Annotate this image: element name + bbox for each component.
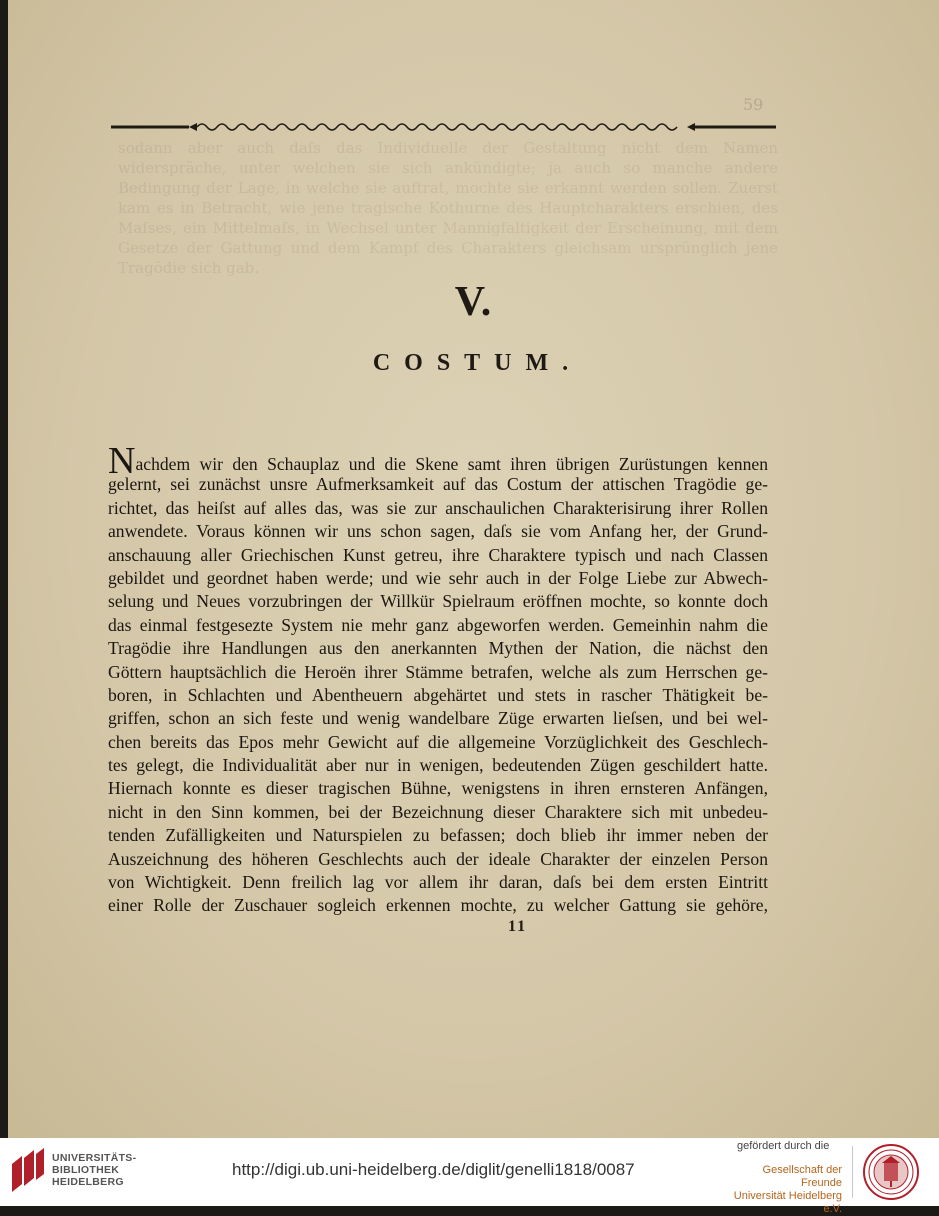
text-line: Göttern hauptsächlich die Heroën ihrer Stämme betrafen, welche als zum Herrschen ge- bbox=[108, 661, 768, 682]
text-line: chen bereits das Epos mehr Gewicht auf die allgemeine Vorzüglichkeit des Geschlech- bbox=[108, 731, 768, 752]
text-line: Auszeichnung des höheren Geschlechts auch der ideale Charakter der einzelen Person bbox=[108, 848, 768, 869]
text-line: Hiernach konnte es dieser tragischen Bühne, wenigstens in ihren ernsteren Anfängen, bbox=[108, 778, 768, 799]
signature-mark: 11 bbox=[508, 918, 528, 935]
bleed-through-page-number: 59 bbox=[743, 95, 764, 114]
chapter-number: V. bbox=[454, 279, 493, 325]
funded-by-label: gefördert durch die bbox=[737, 1140, 830, 1152]
drop-cap: N bbox=[108, 440, 136, 482]
library-logo-icon[interactable] bbox=[8, 1146, 46, 1198]
digitization-footer bbox=[0, 1138, 939, 1215]
chapter-title: COSTUM. bbox=[372, 350, 583, 376]
text-line: das einmal festgesezte System nie mehr ganz abgeworfen werden. Gemeinhin nahm die bbox=[108, 614, 768, 635]
text-line: tes gelegt, die Individualität aber nur in wenigen, bedeutenden Zügen geschildert hatte. bbox=[108, 755, 768, 776]
society-name: Gesellschaft der Freunde Universität Heidelberg e.V. bbox=[733, 1164, 842, 1215]
bleed-through-text: sodann aber auch daſs das Individuelle der Gestaltung nicht dem Namen widerspräche, unter welchen sie sich ankündigte; ja auch so manche andere Bedingung der Lage, in welche sie auftrat, mochte sie erkannt werden sollen. Zuerst kam es in Betracht, wie jene tragische Kothurne des Hauptcharakters erschien, des Maſses, ein Mittelmaſs, in Wechsel unter Mannigfaltigkeit der Erscheinung, mit dem Gesetze der Gattung und dem Kampf des Charakters gleichsam ursprünglich jene Tragödie sich gab. bbox=[118, 139, 778, 277]
header-ornament-rule bbox=[111, 120, 776, 134]
text-line: anwendete. Voraus können wir uns schon sagen, daſs sie vom Anfang her, der Grund- bbox=[108, 521, 768, 542]
text-line: anschauung aller Griechischen Kunst getreu, ihre Charaktere typisch und nach Classen bbox=[108, 544, 768, 565]
library-name: UNIVERSITÄTS- BIBLIOTHEK HEIDELBERG bbox=[52, 1152, 137, 1188]
text-line: boren, in Schlachten und Abentheuern abgehärtet und stets in rascher Thätigkeit be- bbox=[108, 684, 768, 705]
text-line: gebildet und geordnet haben werde; und wie sehr auch in der Folge Liebe zur Abwech- bbox=[108, 567, 768, 588]
text-line: nicht in den Sinn kommen, bei der Bezeichnung dieser Charaktere sich mit unbedeu- bbox=[108, 801, 768, 822]
text-line: einer Rolle der Zuschauer sogleich erkennen mochte, zu welcher Gattung sie gehöre, bbox=[108, 895, 768, 916]
text-line: richtet, das heiſst auf alles das, was sie zur anschaulichen Charakterisirung ihrer Rollen bbox=[108, 497, 768, 518]
footer-divider bbox=[852, 1146, 853, 1198]
text-line: gelernt, sei zunächst unsre Aufmerksamkeit auf das Costum der attischen Tragödie ge- bbox=[108, 474, 768, 495]
text-line: Tragödie ihre Handlungen aus den anerkannten Mythen der Nation, die nächst den bbox=[108, 638, 768, 659]
text-line: selung und Neues vorzubringen der Willkür Spielraum eröffnen mochte, so konnte doch bbox=[108, 591, 768, 612]
text-line: von Wichtigkeit. Denn freilich lag vor allem ihr daran, daſs bei dem ersten Eintritt bbox=[108, 872, 768, 893]
text-line: griffen, schon an sich feste und wenig wandelbare Züge erwarten lieſsen, und bei wel- bbox=[108, 708, 768, 729]
university-seal-icon[interactable] bbox=[862, 1143, 920, 1201]
text-line: Nachdem wir den Schauplaz und die Skene samt ihren übrigen Zurüstungen kennen bbox=[108, 440, 768, 482]
text-line: tenden Zufälligkeiten und Naturspielen zu befassen; doch blieb ihr immer neben der bbox=[108, 825, 768, 846]
permalink-url[interactable]: http://digi.ub.uni-heidelberg.de/diglit/genelli1818/0087 bbox=[232, 1160, 635, 1179]
body-text bbox=[108, 440, 768, 918]
